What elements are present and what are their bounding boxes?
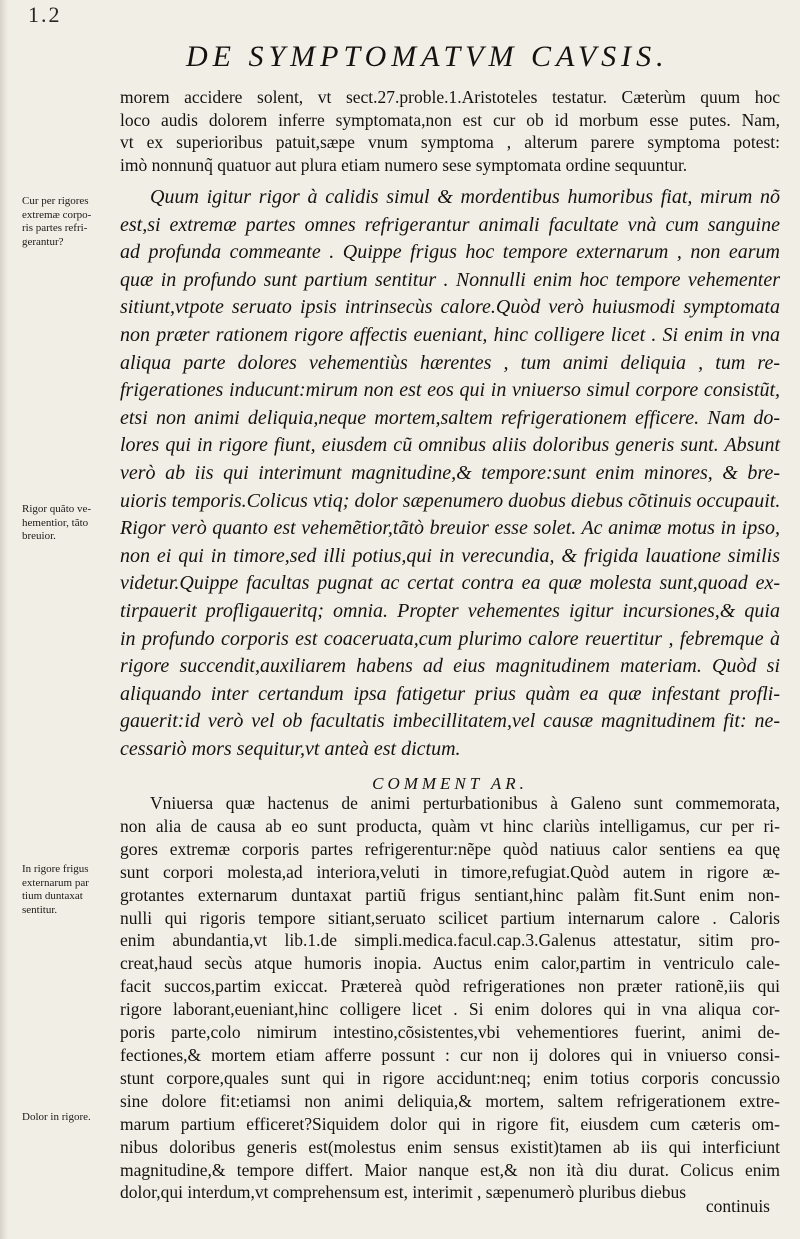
text-line: grotantes externarum duntaxat partiũ frigus sentiant,hinc palàm fit.Sunt enim non- (120, 884, 780, 905)
text-line: marum partium efficeret?Siquidem dolor qui in rigore fit, eiusdem cum cæteris om- (120, 1113, 780, 1134)
catchword: continuis (705, 1196, 770, 1216)
running-head: DE SYMPTOMATVM CAVSIS. (186, 40, 669, 73)
text-line: dolor,qui interdum,vt comprehensum est, interimit , sæpenumerò pluribus diebus (120, 1182, 687, 1203)
text-line: quæ in profundo sunt partium sentitur . Nonnulli enim hoc tempore vehementer (120, 268, 780, 291)
text-line: rigore succendit,auxiliarem habens ad eius magnitudinem materiam. Quòd si (120, 655, 780, 678)
margin-note (22, 195, 126, 249)
text-line: verò ab iis qui interimunt magnitudine,& tempore:sunt enim minores, & bre- (120, 461, 780, 484)
margin-note-line: Cur per rigores (22, 195, 89, 207)
text-block-italic-passage (120, 184, 780, 763)
margin-note-line: gerantur? (22, 235, 64, 248)
text-line: nibus doloribus generis est(molestus enim sensus existit)tamen ab iis qui interficiunt (120, 1136, 780, 1157)
text-line: non præter rationem rigore affectis eueniant, hinc colligere licet . Si enim in vna (120, 323, 780, 346)
text-line: vt ex superioribus patuit,sæpe vnum symptoma , alterum parere symptoma potest: (120, 132, 780, 152)
text-line: ad profunda commeante . Quippe frigus hoc tempore externarum , non earum (120, 241, 780, 264)
margin-note-line: externarum par (22, 876, 89, 889)
text-line: etsi non animi deliquia,neque mortem,saltem refrigerationem efficere. Nam do- (120, 406, 780, 429)
text-line: gores extremæ corporis partes refrigerentur:nẽpe quòd natiuus calor sentiens ea quę (120, 838, 780, 859)
text-line: gauerit:id verò vel ob facultatis imbecillitatem,vel causæ magnitudinem fit: ne- (120, 710, 780, 733)
text-line: Rigor verò quanto est vehemẽtior,tãtò breuior esse solet. Ac animæ motus in ipso, (120, 517, 780, 540)
text-line: magnitudine,& tempore differt. Maior nanque est,& non ità diu durat. Colicus enim (120, 1159, 780, 1180)
text-block-opening (120, 86, 780, 176)
margin-note-line: Rigor quãto ve- (22, 503, 92, 515)
text-line: videtur.Quippe facultas pugnat ac certat contra ea quæ molesta sunt,quoad ex- (120, 572, 780, 595)
text-line: sitiunt,vtpote seruato ipsis intrinsecùs calore.Quòd verò huiusmodi symptomata (120, 296, 780, 319)
text-line: non ei qui in timore,sed illi potius,qui in verecundia, & frigida lauatione similis (120, 544, 780, 567)
text-line: enim abundantia,vt lib.1.de simpli.medica.facul.cap.3.Galenus attestatur, sitim pro- (120, 930, 780, 951)
text-line: poris parte,colo nimirum intestino,cõsistentes,vbi vehementiores fuerint, animi de- (120, 1022, 780, 1043)
text-block-commentary (120, 792, 780, 1204)
text-line: fectiones,& mortem etiam afferre possunt : cur non ij dolores qui in vniuerso consi- (120, 1044, 780, 1065)
text-line: stunt corpore,quales sunt qui in rigore accidunt:neq; enim totius corporis concussio (120, 1067, 780, 1088)
margin-note-line: Dolor in rigore. (22, 1111, 91, 1123)
text-line: aliqua parte dolores vehementiùs hærentes , tum animi deliquia , tum re- (120, 351, 780, 374)
margin-note (22, 863, 126, 917)
text-line: tirpauerit profligaueritq; omnia. Propter vehementes igitur incursiones,& quia (120, 599, 780, 622)
text-line: aliquando inter certandum ipsa fatigetur prius quàm ea quæ infestant profli- (120, 682, 780, 705)
text-line: loco audis dolorem inferre symptomata,non est cur ob id morbum esse putes. Nam, (120, 109, 780, 130)
margin-note (22, 1111, 126, 1125)
text-line: uioris temporis.Colicus vtiq; dolor sæpenumero duobus diebus cõtinuis occupauit. (120, 489, 781, 512)
text-line: est,si extremæ partes omnes refrigerantur animali facultate vnà cum sanguine (120, 213, 780, 236)
margin-note-line: In rigore frigus (22, 863, 89, 875)
margin-note-line: ris partes refri- (22, 222, 88, 234)
text-line: sine dolore fit:etiamsi non animi deliquia,& mortem, saltem refrigerationem extre- (120, 1090, 780, 1111)
page-number: 1.2 (28, 2, 62, 27)
text-line: frigerationes inducunt:mirum non est eos qui in vniuerso simul corpore consistũt, (120, 379, 780, 402)
text-line: non alia de causa ab eo sunt producta, quàm vt hinc clariùs intelligamus, cur per ri- (120, 815, 780, 836)
margin-note-line: hementior, tãto (22, 516, 89, 529)
text-line: nulli qui rigoris tempore sitiant,seruato scilicet partium internarum calore . Caloris (120, 907, 780, 928)
text-line: sunt corpori molesta,ad interiora,veluti in timore,refugiat.Quòd autem in rigore æ- (120, 861, 780, 882)
text-line: creat,haud secùs atque humoris inopia. Auctus enim calor,partim in ventriculo cale- (120, 953, 780, 974)
margin-note-line: breuior. (22, 530, 56, 542)
commentary-heading: COMMENT AR. (372, 774, 528, 793)
text-line: morem accidere solent, vt sect.27.proble.1.Aristoteles testatur. Cæterùm quum hoc (120, 87, 780, 107)
text-line: Quum igitur rigor à calidis simul & mordentibus humoribus fiat, mirum nõ (150, 186, 780, 208)
text-line: cessariò mors sequitur,vt anteà est dictum. (120, 737, 461, 760)
gutter-shadow (0, 0, 8, 1239)
text-line: rigore laborant,eueniant,hinc colligere licet . Si enim dolores qui in vna aliqua cor- (120, 999, 780, 1020)
text-line: imò nonnunq̃ quatuor aut plura etiam numero sese symptomata ordine sequuntur. (120, 154, 688, 175)
text-line: Vniuersa quæ hactenus de animi perturbationibus à Galeno sunt commemorata, (150, 793, 780, 813)
text-line: facit succos,partim exiccat. Prætereà quòd refrigerationes non præter rationẽ,iis qui (120, 976, 780, 997)
margin-note-line: tium duntaxat (22, 890, 83, 902)
margin-note-line: extremæ corpo- (22, 208, 92, 221)
text-line: lores qui in rigore fiunt, eiusdem cũ omnibus aliis doloribus generis sunt. Absunt (120, 434, 780, 457)
margin-note (22, 503, 126, 544)
margin-note-line: sentitur. (22, 903, 58, 916)
text-line: in profundo corporis est coaceruata,cum plurimo calore reuertitur , febremque à (120, 627, 780, 650)
